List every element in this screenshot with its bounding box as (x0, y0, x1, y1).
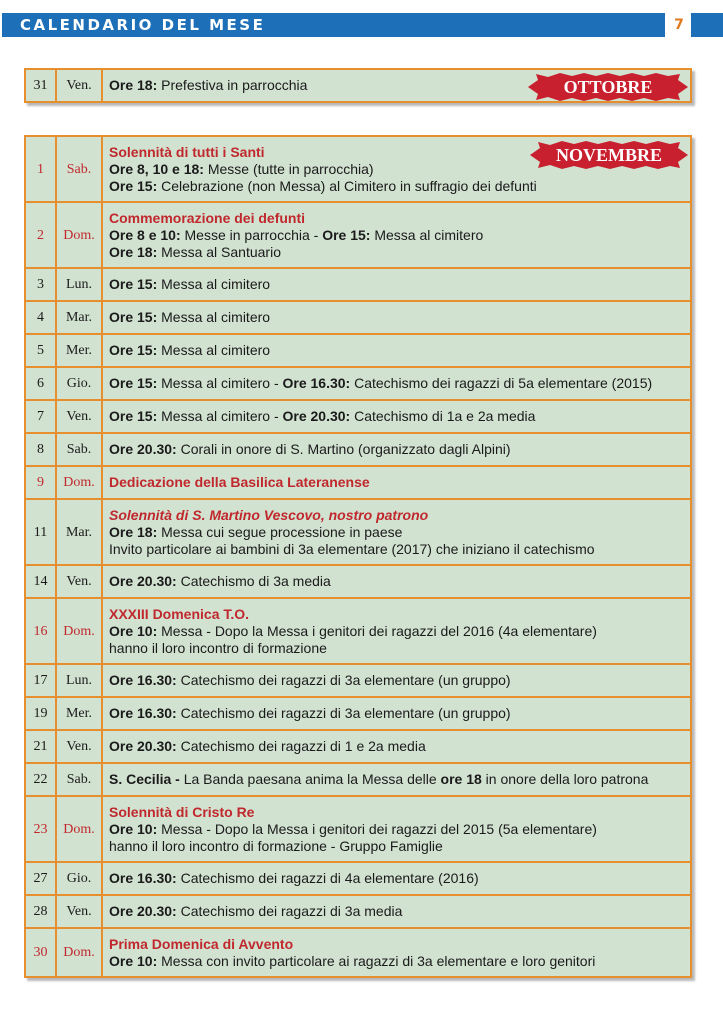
event-line: Ore 15: Messa al cimitero (109, 309, 271, 325)
october-badge-label: OTTOBRE (563, 77, 653, 97)
table-row (25, 796, 691, 862)
event-cell (102, 862, 691, 895)
event-cell (102, 301, 691, 334)
event-cell (102, 697, 691, 730)
weekday: Sab. (56, 433, 102, 466)
event-line: Ore 15: Messa al cimitero - Ore 16.30: Catechismo dei ragazzi di 5a elementare (2015) (109, 375, 653, 391)
event-cell (102, 202, 691, 268)
weekday: Lun. (56, 664, 102, 697)
event-cell (102, 796, 691, 862)
table-row (25, 763, 691, 796)
weekday: Gio. (56, 862, 102, 895)
day-number: 8 (25, 433, 56, 466)
event-cell (102, 928, 691, 977)
weekday: Mer. (56, 697, 102, 730)
event-line: Ore 8, 10 e 18: Messe (tutte in parrocchia) (109, 160, 374, 177)
event-line: S. Cecilia - La Banda paesana anima la Messa delle ore 18 in onore della loro patrona (109, 771, 649, 787)
weekday: Ven. (56, 895, 102, 928)
weekday: Dom. (56, 466, 102, 499)
table-row (25, 895, 691, 928)
day-number: 30 (25, 928, 56, 977)
event-line: Ore 16.30: Catechismo dei ragazzi di 3a elementare (un gruppo) (109, 672, 511, 688)
day-number: 23 (25, 796, 56, 862)
event-line: Ore 15: Messa al cimitero (109, 342, 271, 358)
day-number: 5 (25, 334, 56, 367)
day-number: 22 (25, 763, 56, 796)
table-row (25, 928, 691, 977)
table-row (25, 730, 691, 763)
event-cell (102, 763, 691, 796)
weekday: Gio. (56, 367, 102, 400)
event-title: Solennità di S. Martino Vescovo, nostro patrono (109, 506, 429, 523)
weekday: Ven. (56, 69, 102, 102)
day-number: 6 (25, 367, 56, 400)
table-row (25, 466, 691, 499)
day-number: 2 (25, 202, 56, 268)
weekday: Sab. (56, 136, 102, 202)
event-cell (102, 598, 691, 664)
event-cell (102, 268, 691, 301)
day-number: 27 (25, 862, 56, 895)
event-line: hanno il loro incontro di formazione (109, 639, 327, 656)
event-cell (102, 664, 691, 697)
day-number: 31 (25, 69, 56, 102)
day-number: 14 (25, 565, 56, 598)
event-cell (102, 565, 691, 598)
event-line: hanno il loro incontro di formazione - Gruppo Famiglie (109, 837, 443, 854)
page-title: CALENDARIO DEL MESE (20, 16, 266, 34)
event-line: Ore 16.30: Catechismo dei ragazzi di 3a elementare (un gruppo) (109, 705, 511, 721)
day-number: 28 (25, 895, 56, 928)
weekday: Lun. (56, 268, 102, 301)
event-line: Ore 15: Messa al cimitero - Ore 20.30: Catechismo di 1a e 2a media (109, 408, 536, 424)
table-row (25, 301, 691, 334)
weekday: Dom. (56, 202, 102, 268)
event-cell (102, 367, 691, 400)
event-line: Ore 20.30: Corali in onore di S. Martino (organizzato dagli Alpini) (109, 441, 511, 457)
november-badge (530, 140, 688, 170)
day-number: 4 (25, 301, 56, 334)
event-line: Ore 18: Messa cui segue processione in paese (109, 523, 403, 540)
day-number: 11 (25, 499, 56, 565)
table-row (25, 268, 691, 301)
event-title: Prima Domenica di Avvento (109, 935, 294, 952)
weekday: Ven. (56, 400, 102, 433)
table-row (25, 334, 691, 367)
november-badge-label: NOVEMBRE (555, 145, 662, 165)
table-row (25, 664, 691, 697)
event-cell (102, 466, 691, 499)
event-line: Ore 20.30: Catechismo dei ragazzi di 1 e 2a media (109, 738, 426, 754)
event-line: Ore 10: Messa con invito particolare ai ragazzi di 3a elementare e loro genitori (109, 952, 596, 969)
weekday: Mer. (56, 334, 102, 367)
weekday: Dom. (56, 796, 102, 862)
event-line: Ore 10: Messa - Dopo la Messa i genitori dei ragazzi del 2016 (4a elementare) (109, 622, 597, 639)
event-cell (102, 730, 691, 763)
event-cell (102, 433, 691, 466)
weekday: Ven. (56, 730, 102, 763)
table-row (25, 367, 691, 400)
header-bar-tail (691, 13, 723, 37)
event-line: Ore 8 e 10: Messe in parrocchia - Ore 15: Messa al cimitero (109, 226, 484, 243)
weekday: Dom. (56, 598, 102, 664)
november-table (24, 135, 692, 978)
october-badge (528, 72, 688, 102)
event-title: Dedicazione della Basilica Lateranense (109, 474, 370, 490)
event-line: Ore 18: Messa al Santuario (109, 243, 281, 260)
event-line: Invito particolare ai bambini di 3a elementare (2017) che iniziano il catechismo (109, 540, 595, 557)
table-row (25, 697, 691, 730)
table-row (25, 499, 691, 565)
day-number: 17 (25, 664, 56, 697)
table-row (25, 598, 691, 664)
event-line: Ore 10: Messa - Dopo la Messa i genitori dei ragazzi del 2015 (5a elementare) (109, 820, 597, 837)
day-number: 1 (25, 136, 56, 202)
weekday: Dom. (56, 928, 102, 977)
event-line: Ore 20.30: Catechismo dei ragazzi di 3a media (109, 903, 403, 919)
event-line: Ore 15: Celebrazione (non Messa) al Cimitero in suffragio dei defunti (109, 177, 537, 194)
day-number: 7 (25, 400, 56, 433)
day-number: 21 (25, 730, 56, 763)
event-line: Ore 20.30: Catechismo di 3a media (109, 573, 331, 589)
day-number: 9 (25, 466, 56, 499)
table-row (25, 862, 691, 895)
event-cell (102, 895, 691, 928)
weekday: Mar. (56, 499, 102, 565)
page-number: 7 (668, 13, 690, 37)
weekday: Ven. (56, 565, 102, 598)
table-row (25, 202, 691, 268)
day-number: 16 (25, 598, 56, 664)
event-cell (102, 334, 691, 367)
event-line: Ore 18: Prefestiva in parrocchia (109, 77, 308, 93)
table-row (25, 400, 691, 433)
event-title: XXXIII Domenica T.O. (109, 605, 250, 622)
event-title: Solennità di tutti i Santi (109, 143, 265, 160)
event-cell (102, 400, 691, 433)
event-line: Ore 16.30: Catechismo dei ragazzi di 4a elementare (2016) (109, 870, 479, 886)
event-title: Solennità di Cristo Re (109, 803, 255, 820)
table-row (25, 565, 691, 598)
table-row (25, 433, 691, 466)
day-number: 19 (25, 697, 56, 730)
day-number: 3 (25, 268, 56, 301)
event-line: Ore 15: Messa al cimitero (109, 276, 271, 292)
weekday: Sab. (56, 763, 102, 796)
weekday: Mar. (56, 301, 102, 334)
event-cell (102, 499, 691, 565)
event-title: Commemorazione dei defunti (109, 209, 306, 226)
